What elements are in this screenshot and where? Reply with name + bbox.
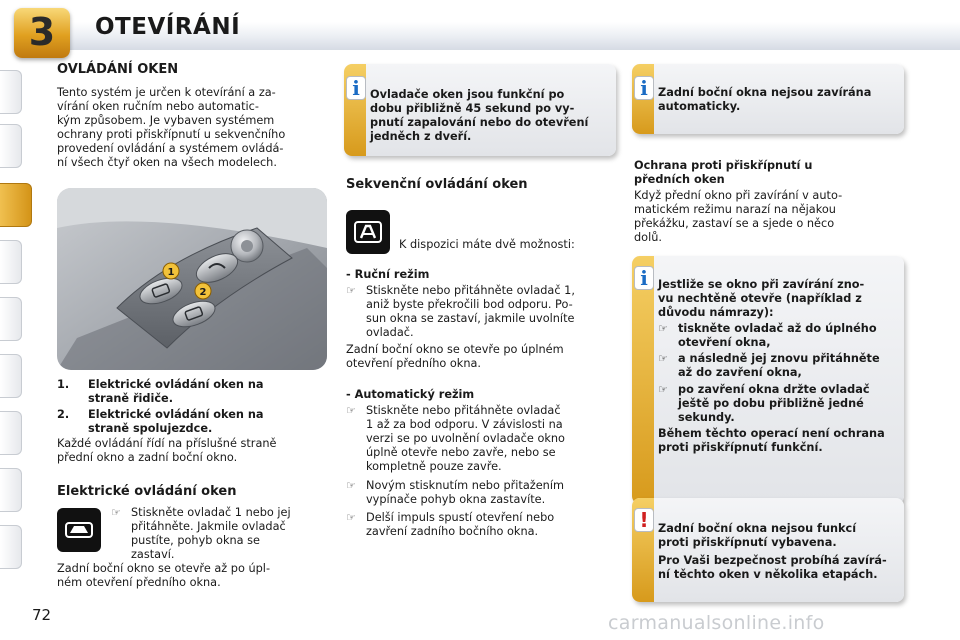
info-box-line: pnutí zapalování nebo do otevření xyxy=(370,116,589,129)
pointing-hand-icon: ☞ xyxy=(346,284,356,297)
electric-bullet-line: pustíte, pohyb okna se xyxy=(131,534,260,547)
info-icon: i xyxy=(346,76,366,100)
window-switch-pictogram xyxy=(57,508,101,552)
switch-panel-illustration xyxy=(57,188,327,370)
protection-heading-line: Ochrana proti přiskřípnutí u xyxy=(634,159,813,172)
manual-rear-line: Zadní boční okno se otevře po úplném xyxy=(346,343,564,356)
section-heading-sequential: Sekvenční ovládání oken xyxy=(346,177,528,192)
protection-heading-line: předních oken xyxy=(634,173,725,186)
protection-line: matickém režimu narazí na nějakou xyxy=(634,203,836,216)
info-box-timer xyxy=(344,64,616,156)
auto-bullet-line: Novým stisknutím nebo přitažením xyxy=(366,479,564,492)
info-box-bullet-line: sekundy. xyxy=(678,411,735,424)
info-box-line: automaticky. xyxy=(658,100,741,113)
list-item-number: 2. xyxy=(57,408,70,421)
each-control-line: Každé ovládání řídí na příslušné straně xyxy=(57,437,277,450)
pointing-hand-icon: ☞ xyxy=(346,511,356,524)
options-text: K dispozici máte dvě možnosti: xyxy=(399,238,575,251)
svg-text:2: 2 xyxy=(199,287,207,298)
manual-bullet-line: ovladač. xyxy=(366,326,414,339)
manual-mode-heading: - Ruční režim xyxy=(346,268,430,281)
section-heading-window-controls: OVLÁDÁNÍ OKEN xyxy=(57,62,179,77)
auto-bullet-line: Stiskněte nebo přitáhněte ovladač xyxy=(366,404,561,417)
each-control-line: přední okno a zadní boční okno. xyxy=(57,451,238,464)
intro-line: kým způsobem. Je vybaven systémem xyxy=(57,114,275,127)
list-item-text: Elektrické ovládání oken na xyxy=(88,378,264,391)
protection-line: překážku, zastaví se a sjede o něco xyxy=(634,217,835,230)
warning-line: Pro Vaši bezpečnost probíhá zavírá- xyxy=(658,554,887,567)
rear-window-line: Zadní boční okno se otevře až po úpl- xyxy=(57,562,271,575)
electric-bullet-line: zastaví. xyxy=(131,548,175,561)
manual-rear-line: otevření předního okna. xyxy=(346,357,481,370)
auto-window-pictogram xyxy=(346,210,390,254)
warning-line: proti přiskřípnutí vybavena. xyxy=(658,536,837,549)
chapter-tab-3-active[interactable] xyxy=(0,183,32,227)
chapter-tab-1[interactable] xyxy=(0,70,22,114)
auto-bullet-line: zavření zadního bočního okna. xyxy=(366,525,539,538)
svg-text:1: 1 xyxy=(167,267,175,278)
chapter-tab-5[interactable] xyxy=(0,297,22,341)
info-box-line: Během těchto operací není ochrana xyxy=(658,427,885,440)
intro-line: ochrany proti přiskřípnutí u sekvenčního xyxy=(57,128,286,141)
info-box-line: proti přiskřípnutí funkční. xyxy=(658,441,823,454)
info-box-rear-windows xyxy=(632,64,904,134)
info-box-bullet-line: po zavření okna držte ovladač xyxy=(678,383,870,396)
intro-line: Tento systém je určen k otevírání a za- xyxy=(57,86,276,99)
auto-bullet-line: Delší impuls spustí otevření nebo xyxy=(366,511,555,524)
manual-bullet-line: Stiskněte nebo přitáhněte ovladač 1, xyxy=(366,284,575,297)
pointing-hand-icon: ☞ xyxy=(111,506,121,519)
window-switch-icon xyxy=(57,508,101,552)
pointing-hand-icon: ☞ xyxy=(658,383,668,396)
warning-box xyxy=(632,498,904,602)
list-item-text: straně spolujezdce. xyxy=(88,422,213,435)
info-box-bullet-line: otevření okna, xyxy=(678,336,771,349)
info-box-line: jedněch z dveří. xyxy=(370,130,472,143)
info-icon: i xyxy=(634,266,654,290)
pointing-hand-icon: ☞ xyxy=(346,479,356,492)
info-box-line: Jestliže se okno při zavírání zno- xyxy=(658,278,865,291)
list-item-text: straně řidiče. xyxy=(88,392,174,405)
info-box-tab xyxy=(632,256,654,504)
auto-mode-heading: - Automatický režim xyxy=(346,388,475,401)
info-box-line: Ovladače oken jsou funkční po xyxy=(370,88,565,101)
section-heading-electric: Elektrické ovládání oken xyxy=(57,484,237,499)
warning-line: ní těchto oken v několika etapách. xyxy=(658,568,878,581)
auto-bullet-line: verzi se po uvolnění ovladače okno xyxy=(366,432,565,445)
info-box-bullet-line: až do zavření okna, xyxy=(678,366,802,379)
auto-window-icon xyxy=(346,210,390,254)
chapter-tab-9[interactable] xyxy=(0,525,22,569)
callout-2 xyxy=(195,283,211,299)
chapter-number: 3 xyxy=(28,10,56,54)
pointing-hand-icon: ☞ xyxy=(658,322,668,335)
auto-bullet-line: vypínače pohyb okna zastavíte. xyxy=(366,493,546,506)
page-number: 72 xyxy=(32,606,52,624)
window-switch-photo xyxy=(57,188,327,370)
protection-line: dolů. xyxy=(634,231,662,244)
auto-bullet-line: 1 až za bod odporu. V závislosti na xyxy=(366,418,563,431)
page-title: OTEVÍRÁNÍ xyxy=(95,14,241,40)
manual-bullet-line: aniž byste překročili bod odporu. Po- xyxy=(366,298,573,311)
chapter-tab-6[interactable] xyxy=(0,354,22,398)
rear-window-line: ném otevření předního okna. xyxy=(57,576,221,589)
warning-icon: ! xyxy=(634,508,654,532)
chapter-tab-7[interactable] xyxy=(0,411,22,455)
auto-bullet-line: kompletně pouze zavře. xyxy=(366,460,502,473)
info-box-bullet-line: a následně jej znovu přitáhněte xyxy=(678,352,880,365)
auto-bullet-line: úplně otevře nebo zavře, nebo se xyxy=(366,446,556,459)
intro-line: provedení ovládání a systémem ovládá- xyxy=(57,142,284,155)
chapter-tab-4[interactable] xyxy=(0,240,22,284)
intro-line: vírání oken ručním nebo automatic- xyxy=(57,100,259,113)
info-box-line: důvodu námrazy): xyxy=(658,306,774,319)
intro-line: ní všech čtyř oken na všech modelech. xyxy=(57,156,277,169)
info-box-anti-pinch-reset xyxy=(632,256,904,504)
chapter-badge xyxy=(14,8,70,58)
chapter-tab-8[interactable] xyxy=(0,468,22,512)
chapter-tab-2[interactable] xyxy=(0,124,22,168)
info-box-bullet-line: ještě po dobu přibližně jedné xyxy=(678,397,864,410)
info-icon: i xyxy=(634,76,654,100)
electric-bullet-line: přitáhněte. Jakmile ovladač xyxy=(131,520,286,533)
protection-line: Když přední okno při zavírání v auto- xyxy=(634,189,843,202)
callout-1 xyxy=(163,263,179,279)
list-item-number: 1. xyxy=(57,378,70,391)
list-item-text: Elektrické ovládání oken na xyxy=(88,408,264,421)
info-box-line: dobu přibližně 45 sekund po vy- xyxy=(370,102,575,115)
info-box-line: vu nechtěně otevře (například z xyxy=(658,292,862,305)
manual-bullet-line: sun okna se zastaví, jakmile uvolníte xyxy=(366,312,575,325)
info-box-bullet-line: tiskněte ovladač až do úplného xyxy=(678,322,877,335)
pointing-hand-icon: ☞ xyxy=(658,352,668,365)
electric-bullet-line: Stiskněte ovladač 1 nebo jej xyxy=(131,506,291,519)
pointing-hand-icon: ☞ xyxy=(346,404,356,417)
watermark: carmanualsonline.info xyxy=(608,612,825,634)
info-box-line: Zadní boční okna nejsou zavírána xyxy=(658,86,872,99)
warning-line: Zadní boční okna nejsou funkcí xyxy=(658,522,857,535)
